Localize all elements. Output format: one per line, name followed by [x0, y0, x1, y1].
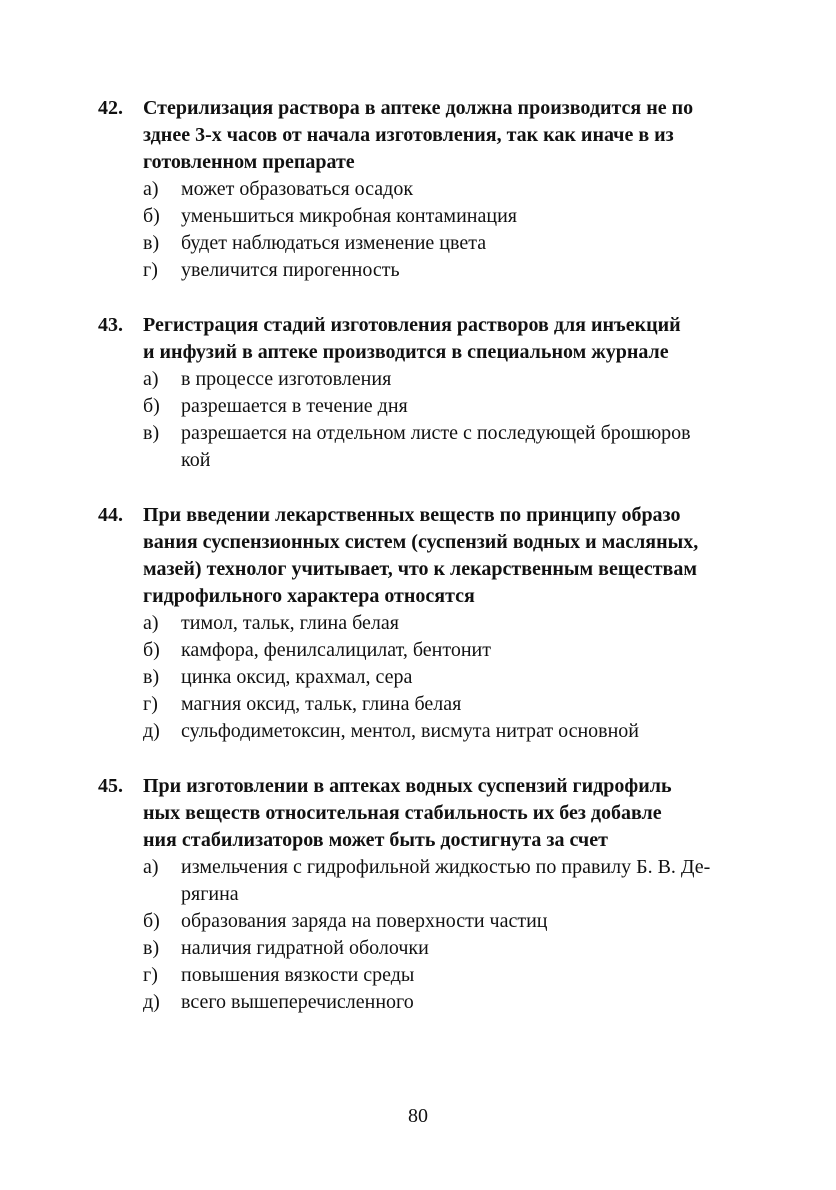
- answer-options: [143, 610, 748, 745]
- option-letter: в): [143, 232, 160, 254]
- question-header: [98, 95, 748, 176]
- answer-option: [143, 962, 748, 989]
- question-header: [98, 773, 748, 854]
- option-letter: а): [143, 368, 159, 390]
- option-text: разрешается на отдельном листе с последующей брошюров кой: [181, 422, 691, 471]
- question-text: Стерилизация раствора в аптеке должна производится не по зднее 3-х часов от начала изготовления, так как иначе в из готовленном препарате: [143, 97, 694, 173]
- question-text: При введении лекарственных веществ по принципу образо вания суспензионных систем (суспензий водных и масляных, мазей) технолог учитывает, что к лекарственным веществам гидрофильного характера относятся: [143, 504, 699, 607]
- answer-option: [143, 691, 748, 718]
- option-text: образования заряда на поверхности частиц: [181, 910, 548, 932]
- question-44: [98, 502, 748, 745]
- answer-option: [143, 366, 748, 393]
- option-letter: а): [143, 178, 159, 200]
- answer-option: [143, 176, 748, 203]
- option-text: цинка оксид, крахмал, сера: [181, 666, 413, 688]
- option-text: увеличится пирогенность: [181, 259, 400, 281]
- question-43: [98, 312, 748, 474]
- option-text: магния оксид, тальк, глина белая: [181, 693, 462, 715]
- option-letter: а): [143, 612, 159, 634]
- option-letter: г): [143, 259, 158, 281]
- answer-option: [143, 230, 748, 257]
- page-number: 80: [408, 1105, 428, 1127]
- option-text: наличия гидратной оболочки: [181, 937, 429, 959]
- option-letter: б): [143, 910, 160, 932]
- option-letter: г): [143, 693, 158, 715]
- answer-option: [143, 203, 748, 230]
- question-number: 45.: [98, 775, 123, 797]
- option-text: в процессе изготовления: [181, 368, 392, 390]
- option-text: измельчения с гидрофильной жидкостью по правилу Б. В. Де- рягина: [181, 856, 711, 905]
- question-42: [98, 95, 748, 284]
- option-letter: в): [143, 422, 160, 444]
- option-letter: в): [143, 937, 160, 959]
- question-45: [98, 773, 748, 1016]
- option-letter: а): [143, 856, 159, 878]
- question-number: 42.: [98, 97, 123, 119]
- answer-option: [143, 420, 748, 474]
- question-text: Регистрация стадий изготовления растворов для инъекций и инфузий в аптеке производится в специальном журнале: [143, 314, 681, 363]
- answer-option: [143, 664, 748, 691]
- option-text: повышения вязкости среды: [181, 964, 415, 986]
- answer-options: [143, 854, 748, 1016]
- question-number: 43.: [98, 314, 123, 336]
- option-letter: б): [143, 205, 160, 227]
- option-text: сульфодиметоксин, ментол, висмута нитрат основной: [181, 720, 639, 742]
- answer-option: [143, 908, 748, 935]
- option-letter: д): [143, 991, 160, 1013]
- option-text: камфора, фенилсалицилат, бентонит: [181, 639, 491, 661]
- answer-options: [143, 366, 748, 474]
- question-text: При изготовлении в аптеках водных суспензий гидрофиль ных веществ относительная стабильность их без добавле ния стабилизаторов может быть достигнута за счет: [143, 775, 672, 851]
- answer-option: [143, 989, 748, 1016]
- answer-options: [143, 176, 748, 284]
- question-header: [98, 502, 748, 610]
- answer-option: [143, 637, 748, 664]
- option-text: может образоваться осадок: [181, 178, 414, 200]
- option-text: всего вышеперечисленного: [181, 991, 414, 1013]
- answer-option: [143, 718, 748, 745]
- option-letter: д): [143, 720, 160, 742]
- answer-option: [143, 610, 748, 637]
- answer-option: [143, 854, 748, 908]
- question-number: 44.: [98, 504, 123, 526]
- question-header: [98, 312, 748, 366]
- option-text: будет наблюдаться изменение цвета: [181, 232, 487, 254]
- option-letter: в): [143, 666, 160, 688]
- answer-option: [143, 393, 748, 420]
- option-text: уменьшиться микробная контаминация: [181, 205, 517, 227]
- answer-option: [143, 935, 748, 962]
- option-text: разрешается в течение дня: [181, 395, 408, 417]
- option-letter: б): [143, 639, 160, 661]
- option-letter: г): [143, 964, 158, 986]
- answer-option: [143, 257, 748, 284]
- option-letter: б): [143, 395, 160, 417]
- option-text: тимол, тальк, глина белая: [181, 612, 399, 634]
